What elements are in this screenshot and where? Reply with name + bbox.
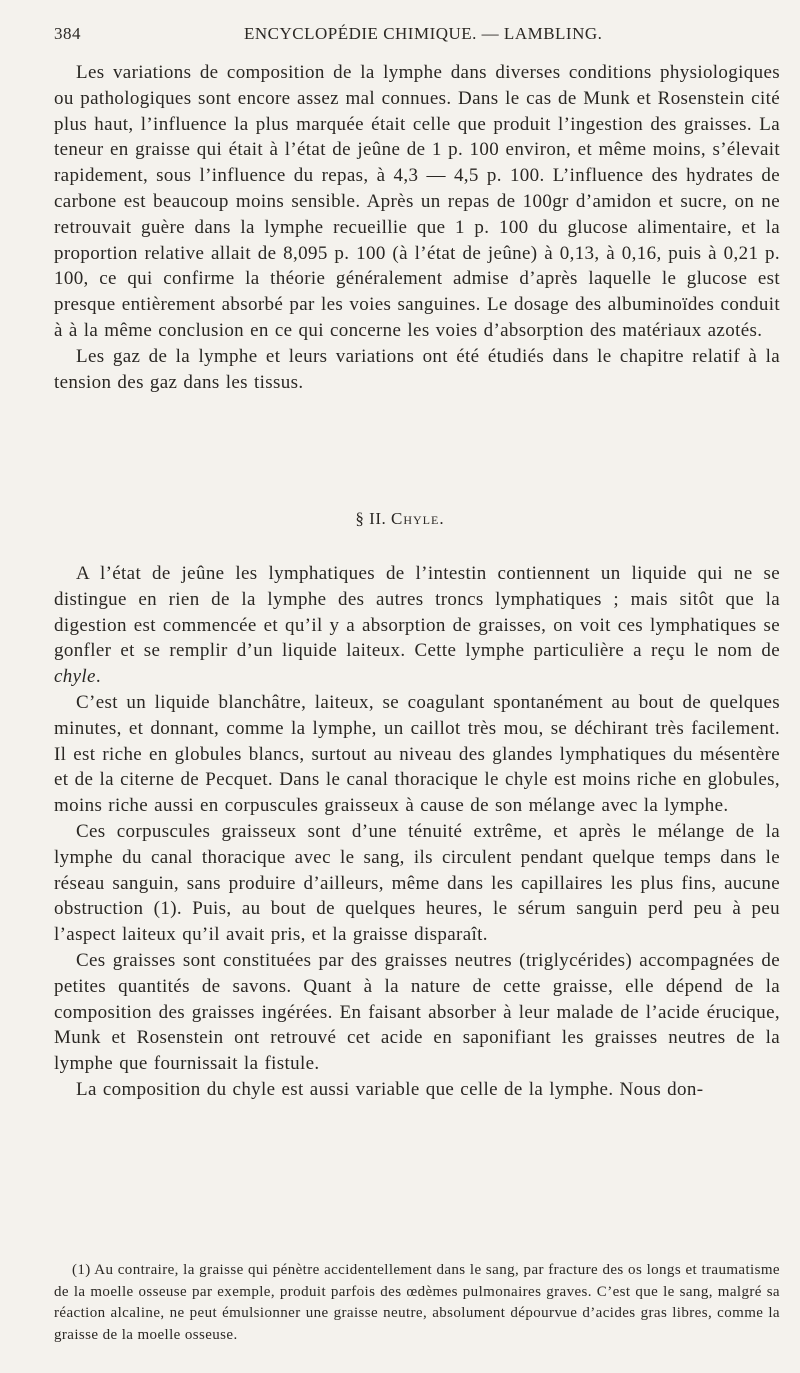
paragraph: C’est un liquide blanchâtre, laiteux, se coagulant spontanément au bout de quelques minutes, et donnant, comme la lymphe, un caillot très mou, se déchirant très facilement. Il est riche en globules blancs, surtout au niveau des glandes lymphatiques du mésentère et de la citerne de Pecquet. Dans le canal thoracique le chyle est moins riche en globules, moins riche aussi en corpuscules graisseux à cause de son mélange avec la lymphe. [54, 691, 780, 817]
page-number: 384 [54, 24, 81, 43]
paragraph: Ces graisses sont constituées par des graisses neutres (triglycérides) accompagnées de petites quantités de savons. Quant à la nature de cette graisse, elle dépend de la composition des graisses ingérées. En faisant absorber à leur malade de l’acide érucique, Munk et Rosenstein ont retrouvé cet acide en saponifiant les graisses neutres de la lymphe que fournissait la fistule. [54, 949, 780, 1075]
body-text-chyle [54, 561, 780, 1103]
header-title: ENCYCLOPÉDIE CHIMIQUE. — LAMBLING. [244, 24, 603, 43]
paragraph: La composition du chyle est aussi variable que celle de la lymphe. Nous don- [76, 1078, 704, 1100]
running-header [54, 24, 746, 50]
footnote-text: (1) Au contraire, la graisse qui pénètre accidentellement dans le sang, par fracture des os longs et traumatisme de la moelle osseuse par exemple, produit parfois des œdèmes pulmonaires graves. C’est que le sang, malgré sa réaction alcaline, ne peut émulsionner une graisse neutre, absolument dépourvue d’acides gras libres, comme la graisse de la moelle osseuse. [54, 1262, 780, 1343]
paragraph: Les variations de composition de la lymphe dans diverses conditions physiologiques ou pathologiques sont encore assez mal connues. Dans le cas de Munk et Rosenstein cité plus haut, l’influence la plus marquée était celle que produit l’ingestion des graisses. La teneur en graisse qui était à l’état de jeûne de 1 p. 100 environ, et même moins, s’élevait rapidement, sous l’influence du repas, à 4,3 — 4,5 p. 100. L’influence des hydrates de carbone est beaucoup moins sensible. Après un repas de 100gr d’amidon et sucre, on ne retrouvait guère dans la lymphe recueillie que 1 p. 100 du glucose alimentaire, et la proportion relative allait de 8,095 p. 100 (à l’état de jeûne) à 0,13, à 0,16, puis à 0,21 p. 100, ce qui confirme la théorie généralement admise d’après laquelle le glucose est presque entièrement absorbé par les voies sanguines. Le dosage des albuminoïdes conduit à à la même conclusion en ce qui concerne les voies d’absorption des matériaux azotés. [54, 62, 780, 341]
paragraph [54, 561, 780, 690]
paragraph: Les gaz de la lymphe et leurs variations ont été étudiés dans le chapitre relatif à la tension des gaz dans les tissus. [54, 345, 780, 393]
section-title: Chyle. [390, 509, 445, 528]
text-run: A l’état de jeûne les lymphatiques de l’intestin contiennent un liquide qui ne se distingue en rien de la lymphe des autres troncs lymphatiques ; mais sitôt que la digestion est commencée et qu’il y a absorption de graisses, on voit ces lymphatiques se gonfler et se remplir d’un liquide laiteux. Cette lymphe particulière a reçu le nom de [54, 563, 780, 662]
section-heading [0, 509, 800, 529]
term-chyle: chyle [54, 666, 96, 688]
footnote [54, 1260, 780, 1346]
body-text-lymph [54, 60, 780, 395]
text-run: . [95, 666, 101, 688]
paragraph: Ces corpuscules graisseux sont d’une ténuité extrême, et après le mélange de la lymphe du canal thoracique avec le sang, ils circulent pendant quelque temps dans le réseau sanguin, sans produire d’ailleurs, même dans les capillaires les plus fins, aucune obstruction (1). Puis, au bout de quelques heures, le sérum sanguin perd peu à peu l’aspect laiteux qu’il avait pris, et la graisse disparaît. [54, 820, 780, 946]
section-number: § II. [355, 509, 387, 528]
